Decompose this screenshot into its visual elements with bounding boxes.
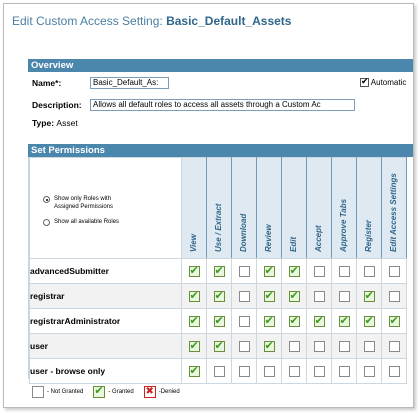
permission-cell bbox=[357, 334, 382, 359]
automatic-checkbox[interactable] bbox=[360, 78, 369, 87]
checkmark-icon bbox=[93, 386, 105, 398]
permission-cell bbox=[332, 334, 357, 359]
permission-cell bbox=[257, 284, 282, 309]
granted-checkbox[interactable] bbox=[214, 341, 225, 352]
not-granted-checkbox[interactable] bbox=[389, 291, 400, 302]
permission-cell bbox=[182, 334, 207, 359]
filter-assigned-radio[interactable] bbox=[43, 196, 50, 203]
permission-cell bbox=[382, 309, 407, 334]
column-header bbox=[357, 158, 382, 259]
not-granted-checkbox[interactable] bbox=[239, 291, 250, 302]
legend-granted bbox=[93, 386, 133, 398]
table-row bbox=[30, 259, 407, 284]
column-header-label: Register bbox=[364, 219, 373, 252]
not-granted-checkbox[interactable] bbox=[314, 266, 325, 277]
not-granted-checkbox[interactable] bbox=[239, 266, 250, 277]
granted-checkbox[interactable] bbox=[264, 266, 275, 277]
type-value: Asset bbox=[56, 118, 78, 128]
legend-granted-label: - Granted bbox=[108, 389, 134, 395]
column-header bbox=[257, 158, 282, 259]
permission-cell bbox=[332, 284, 357, 309]
permission-cell bbox=[382, 259, 407, 284]
permission-cell bbox=[207, 284, 232, 309]
filter-assigned-label bbox=[54, 195, 113, 211]
not-granted-checkbox[interactable] bbox=[389, 341, 400, 352]
column-header-label: Approve Tabs bbox=[339, 198, 348, 252]
permissions-header: Set Permissions bbox=[28, 144, 414, 157]
permission-cell bbox=[232, 259, 257, 284]
permissions-grid bbox=[28, 157, 414, 379]
overview-header: Overview bbox=[28, 59, 414, 72]
column-header-label: Use / Extract bbox=[214, 203, 223, 252]
permission-cell bbox=[332, 359, 357, 384]
granted-checkbox[interactable] bbox=[364, 316, 375, 327]
not-granted-checkbox[interactable] bbox=[339, 291, 350, 302]
legend-denied-label: -Denied bbox=[158, 389, 180, 395]
granted-checkbox[interactable] bbox=[264, 341, 275, 352]
automatic-label: Automatic bbox=[370, 78, 407, 87]
role-name: user bbox=[30, 334, 182, 359]
not-granted-checkbox[interactable] bbox=[314, 366, 325, 377]
filter-assigned-line-1: Show only Roles with bbox=[54, 196, 112, 202]
column-header-label: View bbox=[189, 234, 198, 252]
granted-checkbox[interactable] bbox=[289, 316, 300, 327]
automatic-option[interactable] bbox=[360, 78, 406, 87]
not-granted-checkbox[interactable] bbox=[339, 341, 350, 352]
granted-checkbox[interactable] bbox=[214, 291, 225, 302]
description-input[interactable]: Allows all default roles to access all assets through a Custom Ac bbox=[90, 99, 355, 111]
filter-all-label: Show all available Roles bbox=[54, 219, 120, 225]
permission-cell bbox=[357, 359, 382, 384]
not-granted-checkbox[interactable] bbox=[239, 366, 250, 377]
granted-checkbox[interactable] bbox=[364, 291, 375, 302]
filter-option-all[interactable] bbox=[43, 218, 119, 226]
column-header bbox=[182, 158, 207, 259]
page-title-name: Basic_Default_Assets bbox=[166, 14, 292, 28]
column-header bbox=[232, 158, 257, 259]
permission-cell bbox=[257, 334, 282, 359]
role-name: advancedSubmitter bbox=[30, 259, 182, 284]
filter-assigned-line-2: Assigned Permissions bbox=[54, 204, 114, 210]
legend-not-granted-label: - Not Granted bbox=[47, 389, 84, 395]
name-label bbox=[32, 78, 61, 88]
permission-legend bbox=[32, 386, 190, 398]
table-row bbox=[30, 334, 407, 359]
granted-checkbox[interactable] bbox=[214, 316, 225, 327]
not-granted-checkbox[interactable] bbox=[239, 316, 250, 327]
permission-cell bbox=[307, 359, 332, 384]
not-granted-checkbox[interactable] bbox=[314, 291, 325, 302]
granted-checkbox[interactable] bbox=[189, 291, 200, 302]
permission-cell bbox=[307, 334, 332, 359]
permission-cell bbox=[232, 359, 257, 384]
granted-checkbox[interactable] bbox=[289, 291, 300, 302]
not-granted-checkbox[interactable] bbox=[339, 366, 350, 377]
not-granted-checkbox[interactable] bbox=[264, 366, 275, 377]
column-header-label: Edit bbox=[289, 236, 298, 252]
page-title-prefix: Edit Custom Access Setting: bbox=[12, 14, 163, 28]
not-granted-checkbox[interactable] bbox=[364, 266, 375, 277]
permissions-table bbox=[29, 157, 407, 384]
custom-access-panel bbox=[3, 3, 414, 408]
granted-checkbox[interactable] bbox=[314, 316, 325, 327]
column-header-label: Accept bbox=[314, 225, 323, 252]
permission-cell bbox=[357, 284, 382, 309]
name-label-text: Name bbox=[32, 78, 56, 88]
permission-cell bbox=[282, 259, 307, 284]
filter-all-radio[interactable] bbox=[43, 219, 50, 226]
permission-cell bbox=[232, 284, 257, 309]
description-label: Description: bbox=[32, 100, 82, 110]
type-row bbox=[32, 118, 78, 128]
not-granted-checkbox[interactable] bbox=[364, 341, 375, 352]
column-header bbox=[207, 158, 232, 259]
not-granted-checkbox[interactable] bbox=[389, 266, 400, 277]
role-name: user - browse only bbox=[30, 359, 182, 384]
not-granted-checkbox[interactable] bbox=[239, 341, 250, 352]
granted-checkbox[interactable] bbox=[339, 316, 350, 327]
column-header bbox=[282, 158, 307, 259]
column-header bbox=[307, 158, 332, 259]
required-marker: * bbox=[55, 78, 59, 88]
permission-cell bbox=[332, 309, 357, 334]
permission-cell bbox=[282, 284, 307, 309]
permission-cell bbox=[282, 309, 307, 334]
not-granted-checkbox[interactable] bbox=[339, 266, 350, 277]
table-row bbox=[30, 309, 407, 334]
permission-cell bbox=[307, 259, 332, 284]
permission-cell bbox=[232, 309, 257, 334]
permission-cell bbox=[382, 334, 407, 359]
permission-cell bbox=[207, 259, 232, 284]
granted-checkbox[interactable] bbox=[264, 316, 275, 327]
column-header-label: Download bbox=[239, 213, 248, 252]
permission-cell bbox=[207, 359, 232, 384]
legend-not-granted bbox=[32, 386, 83, 398]
permission-cell bbox=[207, 334, 232, 359]
permission-cell bbox=[357, 259, 382, 284]
role-filter bbox=[43, 195, 119, 233]
permission-cell bbox=[182, 309, 207, 334]
permission-cell bbox=[282, 359, 307, 384]
name-label-colon: : bbox=[58, 78, 62, 88]
permission-cell bbox=[382, 284, 407, 309]
not-granted-checkbox[interactable] bbox=[289, 366, 300, 377]
not-granted-checkbox[interactable] bbox=[314, 341, 325, 352]
denied-x-icon: ✖ bbox=[145, 386, 154, 397]
column-header-label: Edit Access Settings bbox=[389, 173, 398, 252]
permission-cell bbox=[182, 284, 207, 309]
role-name: registrarAdministrator bbox=[30, 309, 182, 334]
permission-cell bbox=[257, 309, 282, 334]
permission-cell bbox=[232, 334, 257, 359]
table-row bbox=[30, 359, 407, 384]
granted-checkbox[interactable] bbox=[214, 266, 225, 277]
column-header bbox=[332, 158, 357, 259]
column-header bbox=[382, 158, 407, 259]
granted-checkbox[interactable] bbox=[189, 316, 200, 327]
permission-cell bbox=[332, 259, 357, 284]
permission-cell bbox=[382, 359, 407, 384]
not-granted-checkbox[interactable] bbox=[389, 366, 400, 377]
granted-checkbox[interactable] bbox=[289, 266, 300, 277]
column-header-label: Review bbox=[264, 224, 273, 252]
empty-box-icon bbox=[32, 386, 44, 398]
legend-denied bbox=[144, 386, 180, 398]
name-input[interactable]: Basic_Default_As: bbox=[90, 77, 169, 89]
page-title bbox=[12, 14, 291, 28]
not-granted-checkbox[interactable] bbox=[214, 366, 225, 377]
permission-cell bbox=[257, 259, 282, 284]
filter-option-assigned[interactable] bbox=[43, 195, 119, 211]
permission-cell bbox=[257, 359, 282, 384]
permission-cell bbox=[207, 309, 232, 334]
table-row bbox=[30, 284, 407, 309]
granted-checkbox[interactable] bbox=[189, 366, 200, 377]
type-label: Type: bbox=[32, 118, 55, 128]
permission-cell bbox=[307, 284, 332, 309]
permission-cell bbox=[357, 309, 382, 334]
granted-checkbox[interactable] bbox=[389, 316, 400, 327]
not-granted-checkbox[interactable] bbox=[364, 366, 375, 377]
role-name: registrar bbox=[30, 284, 182, 309]
permission-cell bbox=[282, 334, 307, 359]
granted-checkbox[interactable] bbox=[189, 341, 200, 352]
granted-checkbox[interactable] bbox=[189, 266, 200, 277]
not-granted-checkbox[interactable] bbox=[289, 341, 300, 352]
granted-checkbox[interactable] bbox=[264, 291, 275, 302]
permission-cell bbox=[307, 309, 332, 334]
permission-cell bbox=[182, 359, 207, 384]
permission-cell bbox=[182, 259, 207, 284]
